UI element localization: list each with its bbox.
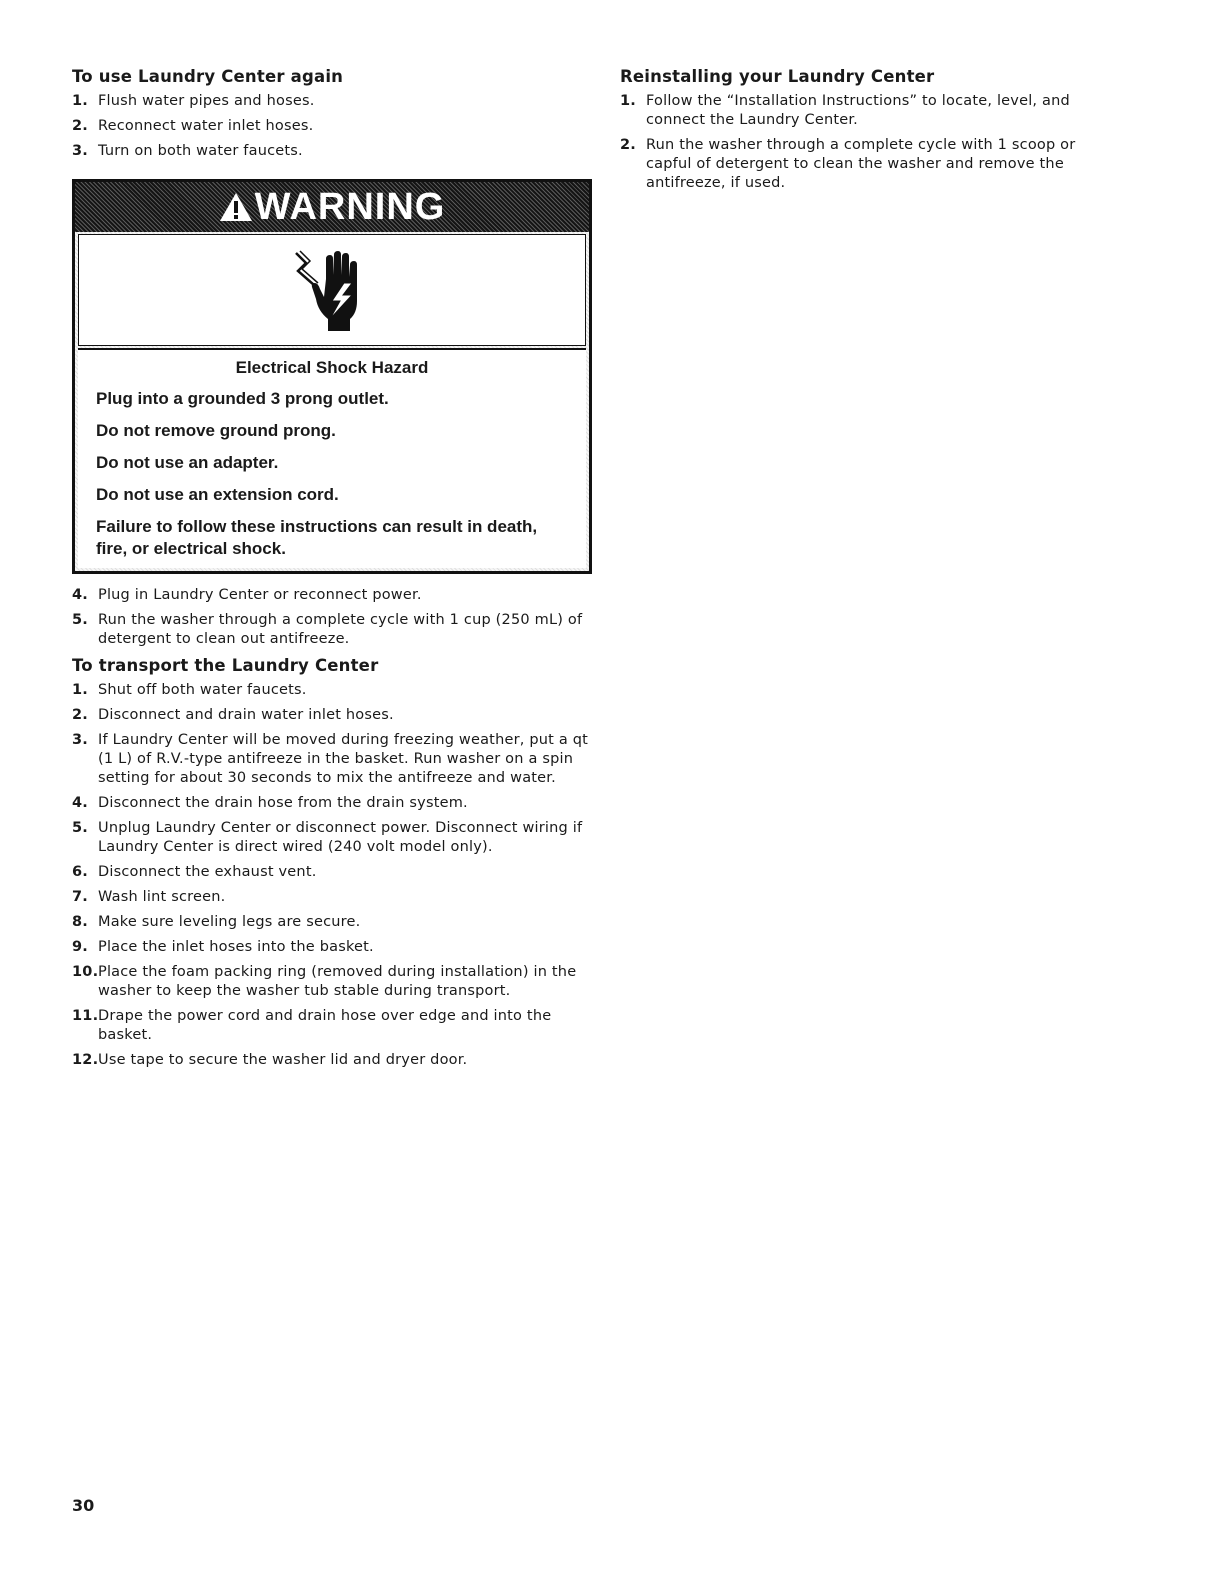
warning-line: Plug into a grounded 3 prong outlet. xyxy=(96,389,389,408)
list-item xyxy=(72,117,592,136)
list-item xyxy=(72,938,592,957)
step-number: 9. xyxy=(72,939,88,955)
step-number: 1. xyxy=(72,682,88,698)
step-text: Disconnect and drain water inlet hoses. xyxy=(98,707,394,723)
step-number: 3. xyxy=(72,732,88,748)
warning-line: Failure to follow these instructions can result in death, fire, or electrical shock. xyxy=(96,517,538,558)
warning-box xyxy=(72,179,592,574)
warning-header xyxy=(75,182,589,232)
step-number: 11. xyxy=(72,1008,99,1024)
step-text: Disconnect the drain hose from the drain system. xyxy=(98,795,468,811)
list-item xyxy=(72,142,592,161)
warning-title-text: WARNING xyxy=(254,185,446,228)
reinstall-heading: Reinstalling your Laundry Center xyxy=(620,67,935,86)
warning-line: Do not use an adapter. xyxy=(96,453,279,472)
list-item xyxy=(72,913,592,932)
warning-triangle-icon xyxy=(219,192,253,222)
list-item xyxy=(72,586,592,605)
step-text: Place the inlet hoses into the basket. xyxy=(98,939,374,955)
list-item xyxy=(72,819,592,857)
transport-steps xyxy=(72,681,592,1070)
step-text: Run the washer through a complete cycle with 1 scoop or capful of detergent to clean the washer and remove the antifreeze, if used. xyxy=(646,137,1076,191)
warning-title xyxy=(219,186,446,229)
step-number: 1. xyxy=(620,93,636,109)
step-text: Reconnect water inlet hoses. xyxy=(98,118,314,134)
step-number: 1. xyxy=(72,93,88,109)
step-text: Turn on both water faucets. xyxy=(98,143,303,159)
step-number: 6. xyxy=(72,864,88,880)
step-number: 4. xyxy=(72,587,88,603)
hazard-icon-area xyxy=(78,234,586,346)
step-text: Place the foam packing ring (removed during installation) in the washer to keep the washer tub stable during transport. xyxy=(98,964,577,999)
step-number: 8. xyxy=(72,914,88,930)
step-number: 2. xyxy=(72,118,88,134)
step-text: Plug in Laundry Center or reconnect power. xyxy=(98,587,422,603)
step-text: Drape the power cord and drain hose over edge and into the basket. xyxy=(98,1008,552,1043)
electrical-shock-hand-icon xyxy=(292,245,372,335)
transport-heading: To transport the Laundry Center xyxy=(72,656,379,675)
step-number: 2. xyxy=(620,137,636,153)
right-column xyxy=(620,66,1100,199)
list-item xyxy=(72,863,592,882)
step-number: 5. xyxy=(72,612,88,628)
step-text: Disconnect the exhaust vent. xyxy=(98,864,317,880)
step-text: If Laundry Center will be moved during freezing weather, put a qt (1 L) of R.V.-type antifreeze in the basket. Run washer on a spin setting for about 30 seconds to mix the antifreeze and water. xyxy=(98,732,589,786)
reinstall-steps xyxy=(620,92,1100,193)
step-number: 10. xyxy=(72,964,99,980)
left-column xyxy=(72,66,592,1076)
step-number: 2. xyxy=(72,707,88,723)
list-item xyxy=(72,681,592,700)
list-item xyxy=(72,794,592,813)
list-item xyxy=(72,1051,592,1070)
use-again-heading: To use Laundry Center again xyxy=(72,67,344,86)
step-text: Flush water pipes and hoses. xyxy=(98,93,315,109)
step-text: Shut off both water faucets. xyxy=(98,682,307,698)
warning-text xyxy=(78,348,586,568)
list-item xyxy=(72,611,592,649)
step-number: 12. xyxy=(72,1052,99,1068)
hazard-title: Electrical Shock Hazard xyxy=(235,358,429,377)
step-text: Wash lint screen. xyxy=(98,889,226,905)
use-again-steps-b xyxy=(72,586,592,649)
list-item xyxy=(72,1007,592,1045)
list-item xyxy=(72,92,592,111)
use-again-steps-a xyxy=(72,92,592,161)
step-text: Run the washer through a complete cycle with 1 cup (250 mL) of detergent to clean out antifreeze. xyxy=(98,612,583,647)
list-item xyxy=(620,92,1100,130)
step-text: Follow the “Installation Instructions” to locate, level, and connect the Laundry Center. xyxy=(646,93,1070,128)
list-item xyxy=(72,706,592,725)
step-number: 5. xyxy=(72,820,88,836)
step-number: 4. xyxy=(72,795,88,811)
step-number: 7. xyxy=(72,889,88,905)
step-text: Use tape to secure the washer lid and dryer door. xyxy=(98,1052,468,1068)
step-number: 3. xyxy=(72,143,88,159)
step-text: Unplug Laundry Center or disconnect power. Disconnect wiring if Laundry Center is direct wired (240 volt model only). xyxy=(98,820,583,855)
warning-line: Do not use an extension cord. xyxy=(96,485,339,504)
list-item xyxy=(72,963,592,1001)
list-item xyxy=(72,731,592,788)
list-item xyxy=(620,136,1100,193)
warning-line: Do not remove ground prong. xyxy=(96,421,336,440)
step-text: Make sure leveling legs are secure. xyxy=(98,914,361,930)
list-item xyxy=(72,888,592,907)
page-number: 30 xyxy=(72,1496,95,1515)
